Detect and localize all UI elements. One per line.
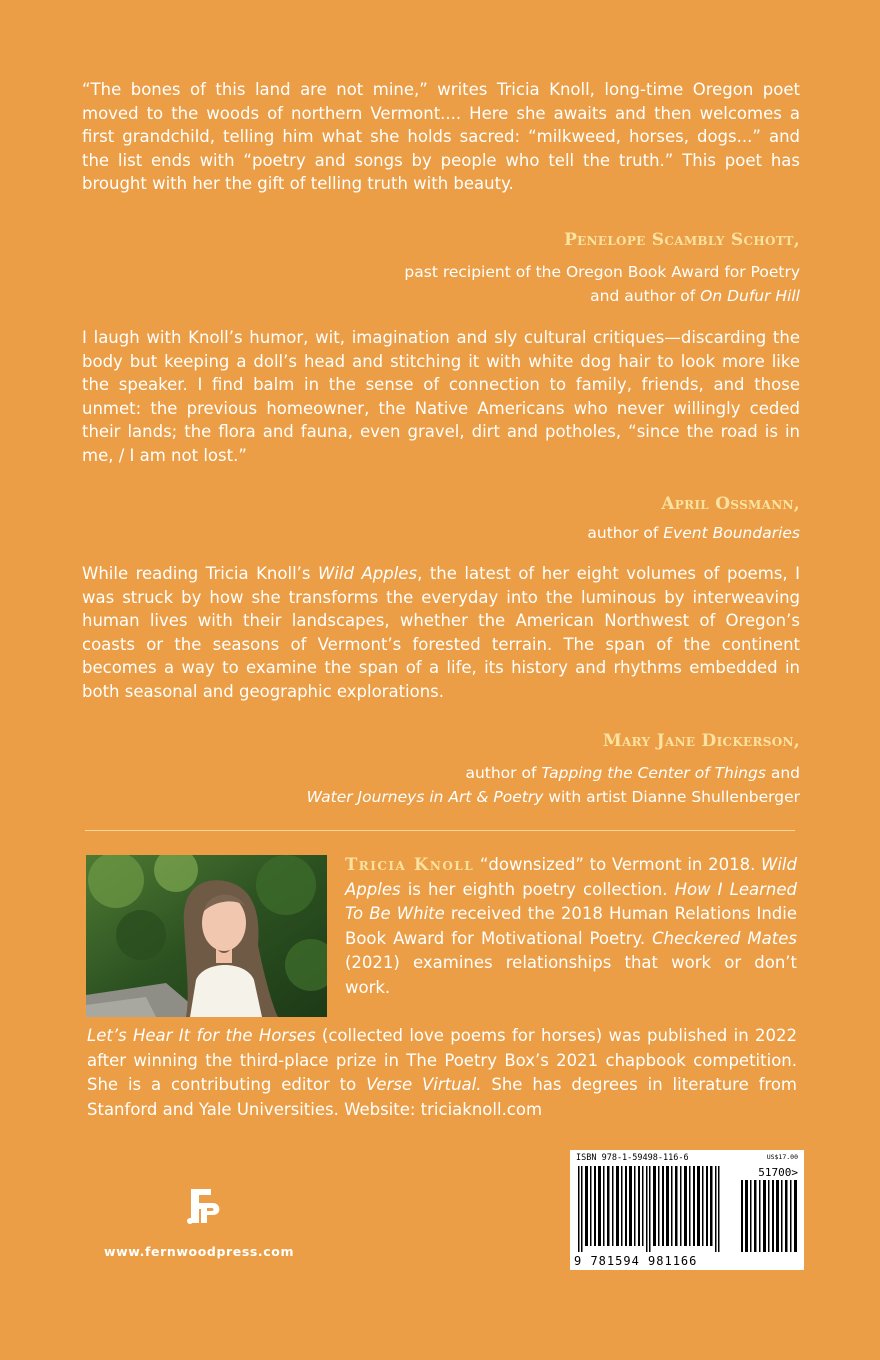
- price-label: US$17.00: [766, 1153, 798, 1161]
- price-barcode-bars-icon: [740, 1180, 798, 1252]
- blurb-1-credential: past recipient of the Oregon Book Award for Poetry: [404, 263, 800, 281]
- book-title: Tapping the Center of Things: [541, 764, 766, 782]
- author-photo: [86, 855, 327, 1017]
- blurb-1-text: “The bones of this land are not mine,” writes Tricia Knoll, long-time Oregon poet moved to the woods of northern Vermont.... Here she awaits and then welcomes a first grandchild, telling him what she holds sacred: “milkweed, horses, dogs...” and the list ends with “poetry and songs by people who tell the truth.” This poet has brought with her the gift of telling truth with beauty.: [82, 80, 800, 193]
- blurb-2-author: April Ossmann,: [661, 494, 800, 514]
- book-title: Water Journeys in Art & Poetry: [306, 788, 544, 806]
- blurb-2-credential: author of Event Boundaries: [587, 524, 800, 542]
- fernwood-press-logo-icon: [185, 1185, 225, 1227]
- barcode-digits: 9 781594 981166: [574, 1254, 698, 1268]
- blurb-1-credential-2: and author of On Dufur Hill: [590, 287, 800, 305]
- blurb-3-author: Mary Jane Dickerson,: [602, 731, 800, 751]
- isbn-number: ISBN 978-1-59498-116-6: [576, 1153, 689, 1163]
- blurb-3-credential: author of Tapping the Center of Things and: [465, 764, 800, 782]
- author-name: Tricia Knoll: [345, 855, 475, 874]
- book-title: Wild Apples: [318, 564, 418, 583]
- price-code: 51700>: [758, 1166, 798, 1179]
- blurb-3-credential-2: Water Journeys in Art & Poetry with artist Dianne Shullenberger: [306, 788, 800, 806]
- divider-line: [85, 830, 795, 831]
- author-bio-bottom: Let’s Hear It for the Horses (collected love poems for horses) was published in 2022 after winning the third-place prize in The Poetry Box’s 2021 chapbook competition. She is a contributing editor to Verse Virtual. She has degrees in literature from Stanford and Yale Universities. Website: triciaknoll.com: [87, 1026, 798, 1119]
- blurb-1-author: Penelope Scambly Schott,: [564, 230, 800, 250]
- blurb-2-text: I laugh with Knoll’s humor, wit, imagination and sly cultural critiques—discarding the body but keeping a doll’s head and stitching it with white dog hair to look more like the speaker. I find balm in the sense of connection to family, friends, and those unmet: the previous homeowner, the Native Americans who never willingly ceded their lands; the flora and fauna, even gravel, dirt and potholes, “since the road is in me, / I am not lost.”: [82, 328, 800, 465]
- isbn-barcode: [570, 1150, 804, 1270]
- blurb-3-text: While reading Tricia Knoll’s Wild Apples, the latest of her eight volumes of poems, I was struck by how she transforms the everyday into the luminous by interweaving human lives with their landscapes, whether the American Northwest of Oregon’s coasts or the seasons of Vermont’s forested terrain. The span of the continent becomes a way to examine the span of a life, its history and rhythms embedded in both seasonal and geographic explorations.: [82, 564, 800, 701]
- barcode-bars-icon: [576, 1166, 736, 1252]
- publisher-website: www.fernwoodpress.com: [104, 1244, 295, 1259]
- book-title: Event Boundaries: [663, 524, 800, 542]
- author-bio-top: Tricia Knoll “downsized” to Vermont in 2018. Wild Apples is her eighth poetry collection. How I Learned To Be White received the 2018 Human Relations Indie Book Award for Motivational Poetry. Checkered Mates (2021) examines relationships that work or don’t work.: [345, 855, 797, 997]
- book-title: On Dufur Hill: [700, 287, 800, 305]
